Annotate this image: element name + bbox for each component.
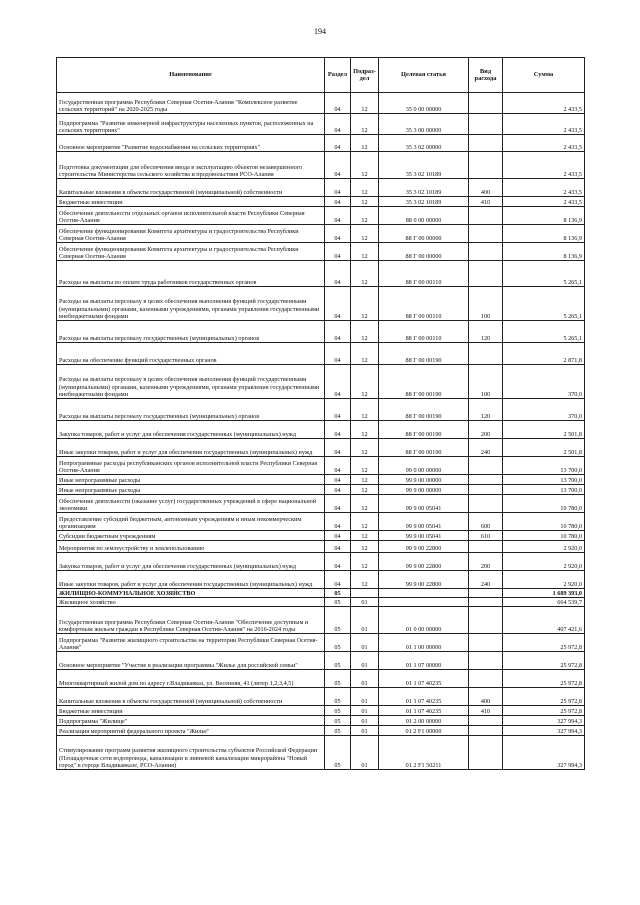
cell-section: 05 [325,706,351,716]
cell-name: Капитальные вложения в объекты государственной (муниципальной) собственности [57,179,325,197]
cell-subsection: 01 [351,670,379,688]
cell-type [469,261,503,287]
cell-section: 05 [325,670,351,688]
cell-target: 01 2 F1 00000 [379,726,469,736]
cell-name: Мероприятия по землеустройству и землепользованию [57,541,325,553]
cell-section: 04 [325,365,351,399]
cell-sum: 8 136,9 [503,207,585,225]
table-row [57,207,585,225]
table-row [57,439,585,457]
cell-type: 120 [469,321,503,343]
cell-name: Субсидии бюджетным учреждениям [57,531,325,541]
cell-subsection: 12 [351,197,379,207]
table-row [57,553,585,571]
cell-subsection: 12 [351,287,379,321]
cell-name: Расходы на выплаты по оплате труда работников государственных органов [57,261,325,287]
cell-target: 35 3 00 00000 [379,114,469,135]
cell-sum: 2 920,0 [503,541,585,553]
cell-sum: 327 994,3 [503,716,585,726]
cell-target: 88 Г 00 00190 [379,343,469,365]
cell-subsection: 12 [351,114,379,135]
cell-name: Закупка товаров, работ и услуг для обеспечения государственных (муниципальных) нужд [57,553,325,571]
cell-name: Расходы на выплаты персоналу государственных (муниципальных) органов [57,321,325,343]
cell-target: 99 9 00 05041 [379,495,469,513]
cell-sum: 5 265,1 [503,287,585,321]
table-row [57,475,585,485]
cell-type [469,541,503,553]
cell-subsection: 01 [351,652,379,670]
cell-target: 88 Г 00 00000 [379,243,469,261]
cell-sum: 2 920,0 [503,553,585,571]
cell-name: Обеспечение деятельности (оказание услуг) государственных учреждений в сфере национальной экономики [57,495,325,513]
header-subsection: Подраз-дел [351,58,379,93]
cell-section: 04 [325,421,351,439]
table-row [57,716,585,726]
cell-section: 04 [325,287,351,321]
cell-section: 04 [325,513,351,531]
cell-name: Расходы на выплаты персоналу в целях обеспечения выполнения функций государственными (муниципальными) органами, казенными учреждениями, органами управления государственными внебюджетными фондами [57,365,325,399]
cell-name: Иные непрограммные расходы [57,475,325,485]
cell-type [469,135,503,152]
cell-target: 01 0 00 00000 [379,607,469,634]
cell-name: Подпрограмма "Жилище" [57,716,325,726]
table-row [57,261,585,287]
cell-section: 04 [325,571,351,589]
cell-type: 600 [469,513,503,531]
cell-target [379,598,469,607]
cell-subsection: 01 [351,726,379,736]
cell-type [469,598,503,607]
cell-section: 04 [325,207,351,225]
cell-section: 05 [325,634,351,652]
cell-section: 05 [325,688,351,706]
cell-subsection: 12 [351,207,379,225]
table-header-row [57,58,585,93]
table-row [57,399,585,421]
table-row [57,726,585,736]
cell-type: 400 [469,179,503,197]
cell-target: 01 1 07 40235 [379,706,469,716]
header-section: Раздел [325,58,351,93]
table-row [57,93,585,114]
cell-name: Капитальные вложения в объекты государственной (муниципальной) собственности [57,688,325,706]
cell-name: Иные закупки товаров, работ и услуг для обеспечения государственных (муниципальных) нужд [57,439,325,457]
table-row [57,321,585,343]
cell-subsection: 12 [351,541,379,553]
cell-name: Многоквартирный жилой дом по адресу г.Владикавказ, ул. Весенняя, 41 (литер 1,2,3,4,5) [57,670,325,688]
cell-section: 05 [325,652,351,670]
cell-target: 35 0 00 00000 [379,93,469,114]
table-row [57,343,585,365]
cell-sum: 25 972,8 [503,634,585,652]
cell-type [469,652,503,670]
cell-name: Бюджетные инвестиции [57,706,325,716]
table-row [57,634,585,652]
cell-subsection: 12 [351,243,379,261]
cell-sum: 25 972,8 [503,688,585,706]
cell-subsection: 12 [351,152,379,179]
cell-section: 05 [325,589,351,598]
table-row [57,598,585,607]
cell-name: Государственная программа Республики Северная Осетия-Алания "Комплексное развитие сельских территорий" на 2020-2025 годы [57,93,325,114]
table-row [57,531,585,541]
cell-type [469,243,503,261]
cell-target: 99 9 00 00000 [379,485,469,495]
cell-type [469,225,503,243]
cell-type: 400 [469,688,503,706]
table-row [57,688,585,706]
cell-type [469,716,503,726]
cell-target: 99 9 00 00000 [379,475,469,485]
cell-sum: 407 421,6 [503,607,585,634]
cell-subsection: 12 [351,225,379,243]
cell-sum: 2 920,0 [503,571,585,589]
cell-type [469,93,503,114]
cell-section: 04 [325,343,351,365]
cell-sum: 370,0 [503,365,585,399]
cell-target: 88 Г 00 00190 [379,365,469,399]
budget-table [56,57,585,770]
cell-type: 120 [469,399,503,421]
cell-target: 01 2 F1 50211 [379,736,469,770]
cell-section: 04 [325,439,351,457]
cell-target: 88 Г 00 00190 [379,421,469,439]
cell-sum: 2 433,5 [503,93,585,114]
cell-name: Непрограммные расходы республиканских органов исполнительной власти Республики Северная Осетия-Алания [57,457,325,475]
cell-target: 35 3 02 10189 [379,197,469,207]
cell-name: Иные закупки товаров, работ и услуг для обеспечения государственных (муниципальных) нужд [57,571,325,589]
cell-target: 88 Г 00 00190 [379,399,469,421]
cell-sum: 10 780,0 [503,495,585,513]
cell-type [469,607,503,634]
cell-type [469,343,503,365]
cell-sum: 10 780,0 [503,531,585,541]
table-row [57,197,585,207]
table-row [57,652,585,670]
cell-type [469,152,503,179]
table-row [57,670,585,688]
cell-sum: 2 433,5 [503,135,585,152]
table-row [57,513,585,531]
cell-subsection: 12 [351,513,379,531]
cell-sum: 2 871,8 [503,343,585,365]
cell-sum: 2 433,5 [503,179,585,197]
cell-section: 04 [325,475,351,485]
cell-type [469,475,503,485]
table-row [57,589,585,598]
cell-name: Расходы на обеспечение функций государственных органов [57,343,325,365]
cell-sum: 13 700,0 [503,485,585,495]
cell-section: 04 [325,321,351,343]
cell-section: 04 [325,485,351,495]
cell-section: 05 [325,716,351,726]
cell-target: 99 9 00 05041 [379,513,469,531]
cell-sum: 664 539,7 [503,598,585,607]
cell-sum: 25 972,8 [503,706,585,716]
cell-section: 04 [325,93,351,114]
cell-type [469,457,503,475]
cell-type: 100 [469,365,503,399]
cell-sum: 5 265,1 [503,321,585,343]
cell-sum: 2 433,5 [503,152,585,179]
cell-sum: 8 136,9 [503,225,585,243]
cell-target: 99 9 00 22800 [379,541,469,553]
cell-subsection: 12 [351,93,379,114]
table-row [57,135,585,152]
cell-name: Основное мероприятие "Развитие водоснабжения на сельских территориях" [57,135,325,152]
cell-name: Иные непрограммные расходы [57,485,325,495]
cell-name: Предоставление субсидий бюджетным, автономным учреждениям и иным некоммерческим организациям [57,513,325,531]
cell-section: 04 [325,243,351,261]
cell-target: 88 Г 00 00110 [379,321,469,343]
cell-subsection: 01 [351,688,379,706]
cell-name: Обеспечение деятельности отдельных органов исполнительной власти Республики Северная Осетия-Алания [57,207,325,225]
cell-section: 04 [325,553,351,571]
cell-sum: 1 689 393,0 [503,589,585,598]
cell-type [469,726,503,736]
page-number: 194 [314,27,326,36]
cell-sum: 370,0 [503,399,585,421]
cell-target: 99 9 00 05041 [379,531,469,541]
cell-subsection: 01 [351,706,379,716]
table-row [57,485,585,495]
cell-type: 100 [469,287,503,321]
cell-sum: 2 501,8 [503,439,585,457]
cell-subsection: 12 [351,179,379,197]
cell-sum: 10 780,0 [503,513,585,531]
cell-target: 99 9 00 22800 [379,553,469,571]
cell-type [469,485,503,495]
cell-name: Подпрограмма "Развитие инженерной инфраструктуры населенных пунктов, расположенных на сельских территориях" [57,114,325,135]
cell-target: 88 0 00 00000 [379,207,469,225]
cell-sum: 2 501,8 [503,421,585,439]
cell-subsection: 12 [351,475,379,485]
cell-name: Расходы на выплаты персоналу в целях обеспечения выполнения функций государственными (муниципальными) органами, казенными учреждениями, органами управления государственными внебюджетными фондами [57,287,325,321]
cell-section: 04 [325,399,351,421]
cell-section: 04 [325,457,351,475]
cell-subsection: 12 [351,343,379,365]
cell-target: 01 1 00 00000 [379,634,469,652]
cell-subsection: 12 [351,571,379,589]
cell-subsection: 12 [351,531,379,541]
cell-type [469,634,503,652]
cell-sum: 2 433,5 [503,114,585,135]
cell-name: Подпрограмма "Развитие жилищного строительства на территории Республики Северная Осетия-Алания" [57,634,325,652]
table-row [57,571,585,589]
cell-sum: 13 700,0 [503,475,585,485]
table-row [57,607,585,634]
cell-name: Бюджетные инвестиции [57,197,325,207]
cell-sum: 327 994,3 [503,726,585,736]
cell-section: 04 [325,114,351,135]
cell-sum: 327 994,3 [503,736,585,770]
cell-subsection: 01 [351,736,379,770]
cell-name: Жилищное хозяйство [57,598,325,607]
cell-type: 200 [469,421,503,439]
cell-target: 01 1 07 40235 [379,688,469,706]
cell-section: 04 [325,261,351,287]
cell-section: 04 [325,531,351,541]
table-row [57,495,585,513]
cell-name: Основное мероприятие "Участие в реализации программы "Жилье для российской семьи" [57,652,325,670]
header-target: Целевая статья [379,58,469,93]
cell-sum: 2 433,5 [503,197,585,207]
cell-section: 04 [325,197,351,207]
cell-sum: 25 972,8 [503,652,585,670]
cell-type [469,736,503,770]
cell-subsection: 12 [351,321,379,343]
cell-subsection: 12 [351,457,379,475]
table-row [57,114,585,135]
cell-section: 04 [325,179,351,197]
cell-target: 88 Г 00 00110 [379,261,469,287]
cell-section: 05 [325,598,351,607]
cell-name: Расходы на выплаты персоналу государственных (муниципальных) органов [57,399,325,421]
cell-section: 05 [325,726,351,736]
cell-section: 04 [325,541,351,553]
table-row [57,287,585,321]
cell-subsection: 12 [351,399,379,421]
header-name: Наименование [57,58,325,93]
cell-sum: 5 265,1 [503,261,585,287]
cell-target: 35 3 02 10189 [379,152,469,179]
cell-section: 04 [325,135,351,152]
cell-type [469,114,503,135]
cell-name: ЖИЛИЩНО-КОММУНАЛЬНОЕ ХОЗЯЙСТВО [57,589,325,598]
cell-type [469,207,503,225]
cell-type [469,495,503,513]
cell-section: 05 [325,736,351,770]
cell-target [379,589,469,598]
cell-subsection: 12 [351,553,379,571]
table-row [57,421,585,439]
cell-target: 01 1 07 00000 [379,652,469,670]
cell-subsection: 01 [351,598,379,607]
cell-target: 35 3 02 00000 [379,135,469,152]
cell-name: Закупка товаров, работ и услуг для обеспечения государственных (муниципальных) нужд [57,421,325,439]
cell-target: 35 3 02 10189 [379,179,469,197]
table-row [57,736,585,770]
table-row [57,457,585,475]
cell-type: 410 [469,197,503,207]
cell-type: 410 [469,706,503,716]
cell-target: 99 9 00 22800 [379,571,469,589]
cell-name: Обеспечение функционирования Комитета архитектуры и градостроительства Республики Северная Осетия-Алания [57,225,325,243]
cell-type [469,670,503,688]
cell-name: Обеспечение функционирования Комитета архитектуры и градостроительства Республики Северная Осетия-Алания [57,243,325,261]
cell-target: 88 Г 00 00190 [379,439,469,457]
header-type: Вид расхода [469,58,503,93]
table-row [57,706,585,716]
cell-subsection: 12 [351,421,379,439]
table-row [57,365,585,399]
table-row [57,179,585,197]
cell-name: Подготовка документации для обеспечения ввода в эксплуатацию объектов незавершенного строительства Министерства сельского хозяйства и продовольствия РСО-Алания [57,152,325,179]
cell-subsection [351,589,379,598]
cell-target: 01 1 07 40235 [379,670,469,688]
cell-sum: 13 700,0 [503,457,585,475]
cell-target: 88 Г 00 00110 [379,287,469,321]
cell-sum: 25 972,8 [503,670,585,688]
cell-name: Государственная программа Республики Северная Осетия-Алания "Обеспечение доступным и комфортным жильем граждан в Республике Северная Осетия-Алания" на 2016-2024 годы [57,607,325,634]
cell-type: 240 [469,439,503,457]
cell-target: 88 Г 00 00000 [379,225,469,243]
cell-type: 610 [469,531,503,541]
cell-target: 99 0 00 00000 [379,457,469,475]
cell-type [469,589,503,598]
table-row [57,152,585,179]
cell-section: 04 [325,152,351,179]
table-row [57,243,585,261]
cell-subsection: 12 [351,261,379,287]
table-row [57,541,585,553]
cell-subsection: 01 [351,634,379,652]
cell-subsection: 12 [351,439,379,457]
cell-subsection: 01 [351,607,379,634]
cell-subsection: 01 [351,716,379,726]
table-row [57,225,585,243]
cell-section: 04 [325,225,351,243]
cell-name: Реализация мероприятий федерального проекта "Жилье" [57,726,325,736]
cell-type: 200 [469,553,503,571]
header-sum: Сумма [503,58,585,93]
cell-type: 240 [469,571,503,589]
cell-section: 04 [325,495,351,513]
cell-name: Стимулирование программ развития жилищного строительства субъектов Российской Федерации (Площадочные сети водопровода, канализации и ливневой канализации микрорайона "Новый город" в городе Владикавказе, РСО-Алания) [57,736,325,770]
cell-subsection: 12 [351,365,379,399]
cell-subsection: 12 [351,495,379,513]
cell-section: 05 [325,607,351,634]
cell-sum: 8 136,9 [503,243,585,261]
cell-subsection: 12 [351,485,379,495]
cell-subsection: 12 [351,135,379,152]
cell-target: 01 2 00 00000 [379,716,469,726]
